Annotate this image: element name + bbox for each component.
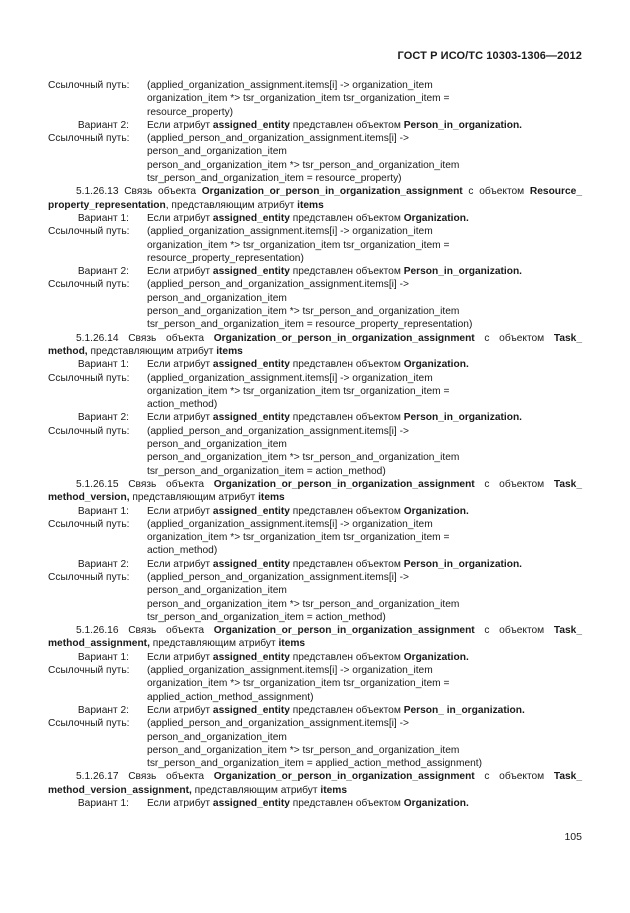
reference-path-row bbox=[48, 571, 582, 624]
reference-path-label: Ссылочный путь: bbox=[48, 372, 130, 384]
variant-text: Если атрибут assigned_entity представлен объектом Organization. bbox=[147, 505, 469, 517]
variant-label: Вариант 1: bbox=[77, 651, 129, 663]
section-heading: 5.1.26.17 Связь объекта Organization_or_person_in_organization_assignment с объектом Task_ method_version_assignment, представляющим атрибут items bbox=[48, 771, 582, 796]
variant-label: Вариант 2: bbox=[77, 119, 129, 131]
variant-label: Вариант 2: bbox=[77, 558, 129, 570]
reference-path-row bbox=[48, 372, 582, 412]
reference-path-row bbox=[48, 132, 582, 185]
reference-path-text: (applied_person_and_organization_assignment.items[i] -> person_and_organization_item person_and_organization_item *> tsr_person_and_organization_item tsr_person_and_organization_item = action_method) bbox=[147, 425, 460, 477]
variant-text: Если атрибут assigned_entity представлен объектом Person_in_organization. bbox=[147, 558, 522, 570]
variant-label: Вариант 1: bbox=[77, 505, 129, 517]
variant-text: Если атрибут assigned_entity представлен объектом Organization. bbox=[147, 359, 469, 371]
variant-row bbox=[48, 558, 582, 571]
page-header: ГОСТ Р ИСО/ТС 10303-1306—2012 bbox=[397, 50, 582, 62]
reference-path-text: (applied_person_and_organization_assignment.items[i] -> person_and_organization_item person_and_organization_item *> tsr_person_and_organization_item tsr_person_and_organization_item = applied_action_method_assignment) bbox=[147, 718, 482, 770]
reference-path-row bbox=[48, 518, 582, 558]
reference-path-text: (applied_person_and_organization_assignment.items[i] -> person_and_organization_item person_and_organization_item *> tsr_person_and_organization_item tsr_person_and_organization_item = resource_property_representation) bbox=[147, 279, 473, 331]
reference-path-label: Ссылочный путь: bbox=[48, 425, 130, 437]
section-heading: 5.1.26.16 Связь объекта Organization_or_person_in_organization_assignment с объектом Task_ method_assignment, представляющим атрибут items bbox=[48, 625, 582, 650]
reference-path-row bbox=[48, 278, 582, 331]
reference-path-text: (applied_organization_assignment.items[i] -> organization_item organization_item *> tsr_organization_item tsr_organization_item = applied_action_method_assignment) bbox=[147, 665, 450, 703]
reference-path-label: Ссылочный путь: bbox=[48, 80, 130, 91]
variant-text: Если атрибут assigned_entity представлен объектом Person_in_organization. bbox=[147, 266, 522, 278]
reference-path-text: (applied_organization_assignment.items[i] -> organization_item organization_item *> tsr_organization_item tsr_organization_item = resource_property_representation) bbox=[147, 226, 450, 264]
reference-path-label: Ссылочный путь: bbox=[48, 665, 130, 677]
variant-label: Вариант 1: bbox=[77, 359, 129, 371]
reference-path-row bbox=[48, 664, 582, 704]
variant-row bbox=[48, 265, 582, 278]
variant-row bbox=[48, 411, 582, 424]
reference-path-text: (applied_person_and_organization_assignment.items[i] -> person_and_organization_item person_and_organization_item *> tsr_person_and_organization_item tsr_person_and_organization_item = resource_property) bbox=[147, 133, 460, 185]
reference-path-text: (applied_organization_assignment.items[i] -> organization_item organization_item *> tsr_organization_item tsr_organization_item = action_method) bbox=[147, 372, 450, 411]
variant-label: Вариант 2: bbox=[77, 412, 129, 424]
reference-path-label: Ссылочный путь: bbox=[48, 518, 130, 530]
section-heading: 5.1.26.14 Связь объекта Organization_or_person_in_organization_assignment с объектом Task_ method, представляющим атрибут items bbox=[48, 332, 582, 357]
variant-row bbox=[48, 505, 582, 518]
variant-row bbox=[48, 797, 582, 810]
reference-path-label: Ссылочный путь: bbox=[48, 718, 130, 730]
reference-path-label: Ссылочный путь: bbox=[48, 226, 130, 238]
document-body bbox=[48, 79, 582, 810]
variant-text: Если атрибут assigned_entity представлен объектом Person_in_organization. bbox=[147, 119, 522, 131]
section-heading: 5.1.26.15 Связь объекта Organization_or_person_in_organization_assignment с объектом Task_ method_version, представляющим атрибут items bbox=[48, 478, 582, 504]
variant-text: Если атрибут assigned_entity представлен объектом Person_ in_organization. bbox=[147, 704, 525, 716]
variant-row bbox=[48, 212, 582, 225]
reference-path-text: (applied_organization_assignment.items[i] -> organization_item organization_item *> tsr_organization_item tsr_organization_item = action_method) bbox=[147, 518, 450, 557]
variant-label: Вариант 1: bbox=[77, 212, 129, 224]
variant-text: Если атрибут assigned_entity представлен объектом Person_in_organization. bbox=[147, 412, 522, 424]
section-heading: 5.1.26.13 Связь объекта Organization_or_person_in_organization_assignment с объектом Resource_ property_representation, представляющим атрибут items bbox=[48, 186, 582, 211]
variant-row bbox=[48, 704, 582, 717]
variant-label: Вариант 2: bbox=[77, 266, 129, 278]
variant-row bbox=[48, 119, 582, 132]
variant-label: Вариант 2: bbox=[77, 704, 129, 716]
reference-path-row bbox=[48, 425, 582, 478]
reference-path-text: (applied_person_and_organization_assignment.items[i] -> person_and_organization_item person_and_organization_item *> tsr_person_and_organization_item tsr_person_and_organization_item = action_method) bbox=[147, 571, 460, 623]
reference-path-row bbox=[48, 225, 582, 265]
reference-path-row bbox=[48, 79, 582, 119]
variant-row bbox=[48, 651, 582, 664]
variant-text: Если атрибут assigned_entity представлен объектом Organization. bbox=[147, 798, 469, 810]
reference-path-label: Ссылочный путь: bbox=[48, 133, 130, 145]
variant-row bbox=[48, 358, 582, 371]
reference-path-label: Ссылочный путь: bbox=[48, 571, 130, 583]
variant-label: Вариант 1: bbox=[77, 798, 129, 810]
reference-path-label: Ссылочный путь: bbox=[48, 279, 130, 291]
page-number: 105 bbox=[564, 831, 582, 843]
variant-text: Если атрибут assigned_entity представлен объектом Organization. bbox=[147, 651, 469, 663]
reference-path-text: (applied_organization_assignment.items[i] -> organization_item organization_item *> tsr_organization_item tsr_organization_item = resource_property) bbox=[147, 80, 450, 118]
reference-path-row bbox=[48, 717, 582, 770]
variant-text: Если атрибут assigned_entity представлен объектом Organization. bbox=[147, 212, 469, 224]
